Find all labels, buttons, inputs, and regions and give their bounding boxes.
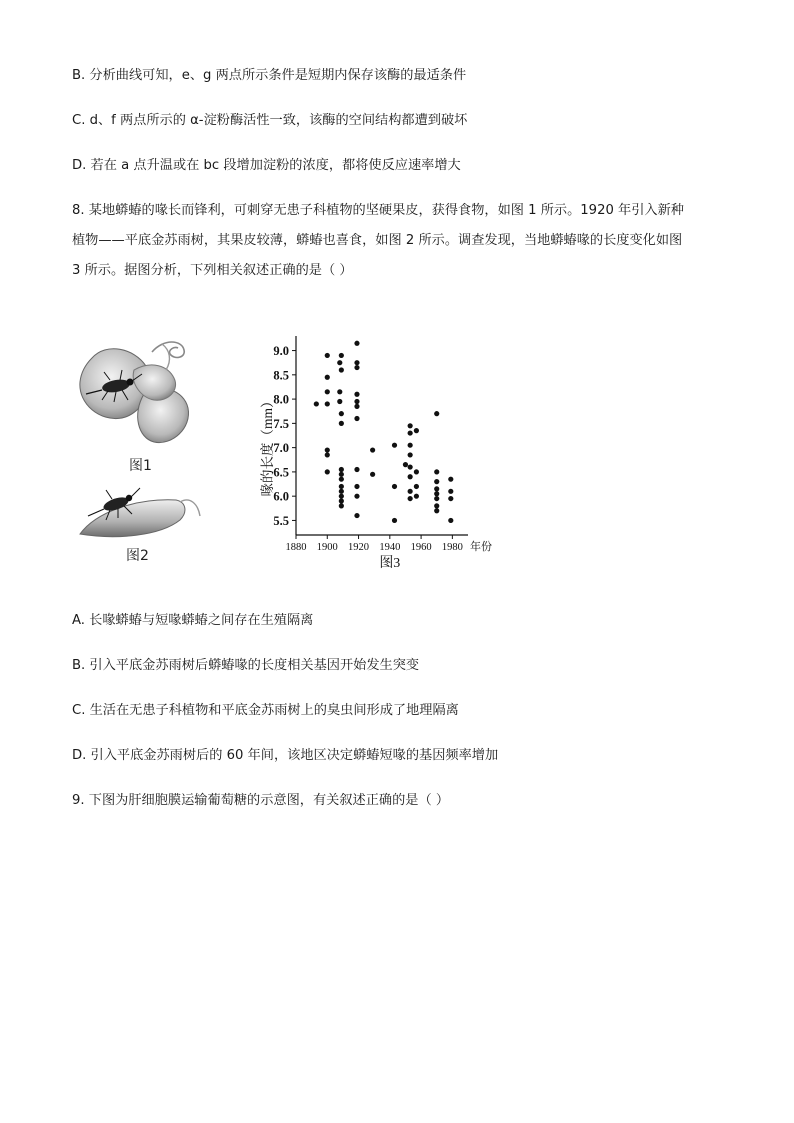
figure-1-caption: 图1 [129,458,152,474]
figure-3-caption: 图3 [379,556,401,571]
data-point [448,496,453,501]
data-point [448,489,453,494]
data-point [392,518,397,523]
data-point [434,491,439,496]
data-point [408,430,413,435]
data-point [339,467,344,472]
data-point [403,462,408,467]
data-point [354,484,359,489]
q7-option-d: D. 若在 a 点升温或在 bc 段增加淀粉的浓度，都将使反应速率增大 [72,158,461,173]
data-point [434,486,439,491]
q8-stem-line-3: 3 所示。据图分析，下列相关叙述正确的是（ ） [72,263,353,278]
data-point [392,443,397,448]
data-point [354,365,359,370]
data-point [408,464,413,469]
data-point [354,341,359,346]
data-point [434,411,439,416]
q8-option-c: C. 生活在无患子科植物和平底金苏雨树上的臭虫间形成了地理隔离 [72,703,459,718]
data-point [339,489,344,494]
data-point [337,399,342,404]
y-tick-label: 6.0 [273,489,289,504]
data-point [448,518,453,523]
x-tick-label: 1920 [348,542,370,553]
data-point [337,360,342,365]
x-tick-label: 1940 [379,542,401,553]
q7-option-c: C. d、f 两点所示的 α-淀粉酶活性一致，该酶的空间结构都遭到破坏 [72,113,468,128]
data-point [434,479,439,484]
data-point [354,494,359,499]
data-point [325,452,330,457]
data-point [408,423,413,428]
x-axis-label: 年份 [470,541,492,553]
data-point [354,404,359,409]
data-point [339,498,344,503]
data-point [339,367,344,372]
data-point [370,472,375,477]
q9-stem: 9. 下图为肝细胞膜运输葡萄糖的示意图，有关叙述正确的是（ ） [72,793,450,808]
y-tick-label: 5.5 [273,513,289,528]
data-point [448,477,453,482]
figure-3-scatter-chart [250,325,500,575]
figure-1-bug-on-leaf [72,330,198,452]
data-point [325,447,330,452]
figure-2-caption: 图2 [126,548,149,564]
y-tick-label: 8.0 [273,392,289,407]
q8-option-a: A. 长喙蟒蝽与短喙蟒蝽之间存在生殖隔离 [72,613,314,628]
data-point [392,484,397,489]
x-tick-label: 1880 [285,542,307,553]
data-point [408,489,413,494]
y-axis-label: 喙的长度（mm） [260,394,275,497]
data-point [408,443,413,448]
data-point [354,360,359,365]
data-point [339,484,344,489]
figure-2-bug-on-pod [76,482,206,542]
data-point [339,494,344,499]
data-point [408,474,413,479]
data-point [354,392,359,397]
data-point [339,503,344,508]
data-point [337,389,342,394]
x-tick-label: 1980 [441,542,463,553]
data-point [325,389,330,394]
q8-option-d: D. 引入平底金苏雨树后的 60 年间，该地区决定蟒蝽短喙的基因频率增加 [72,748,499,763]
q7-option-b: B. 分析曲线可知，e、g 两点所示条件是短期内保存该酶的最适条件 [72,68,467,83]
data-point [339,421,344,426]
data-point [339,411,344,416]
data-point [414,484,419,489]
data-point [408,496,413,501]
data-point [325,401,330,406]
data-point [434,508,439,513]
data-point [414,469,419,474]
data-point [354,467,359,472]
data-point [325,375,330,380]
y-tick-label: 7.0 [273,441,289,456]
data-point [339,353,344,358]
data-point [414,494,419,499]
data-point [408,452,413,457]
data-point [434,469,439,474]
y-tick-label: 7.5 [273,416,289,431]
data-point [325,469,330,474]
q8-stem-line-2: 植物——平底金苏雨树，其果皮较薄，蟒蝽也喜食，如图 2 所示。调查发现，当地蟒蝽喙的长度变化如图 [72,233,683,248]
data-point [370,447,375,452]
data-point [314,401,319,406]
y-tick-label: 8.5 [273,368,289,383]
y-tick-label: 9.0 [273,344,289,359]
x-tick-label: 1900 [316,542,338,553]
data-point [354,399,359,404]
q8-option-b: B. 引入平底金苏雨树后蟒蝽喙的长度相关基因开始发生突变 [72,658,420,673]
x-tick-label: 1960 [410,542,432,553]
data-point [354,416,359,421]
data-point [414,428,419,433]
data-point [434,496,439,501]
data-point [354,513,359,518]
q8-stem-line-1: 8. 某地蟒蝽的喙长而锋利，可刺穿无患子科植物的坚硬果皮，获得食物，如图 1 所示。1920 年引入新种 [72,203,684,218]
data-point [325,353,330,358]
data-point [434,503,439,508]
data-point [339,472,344,477]
data-point [339,477,344,482]
y-tick-label: 6.5 [273,465,289,480]
